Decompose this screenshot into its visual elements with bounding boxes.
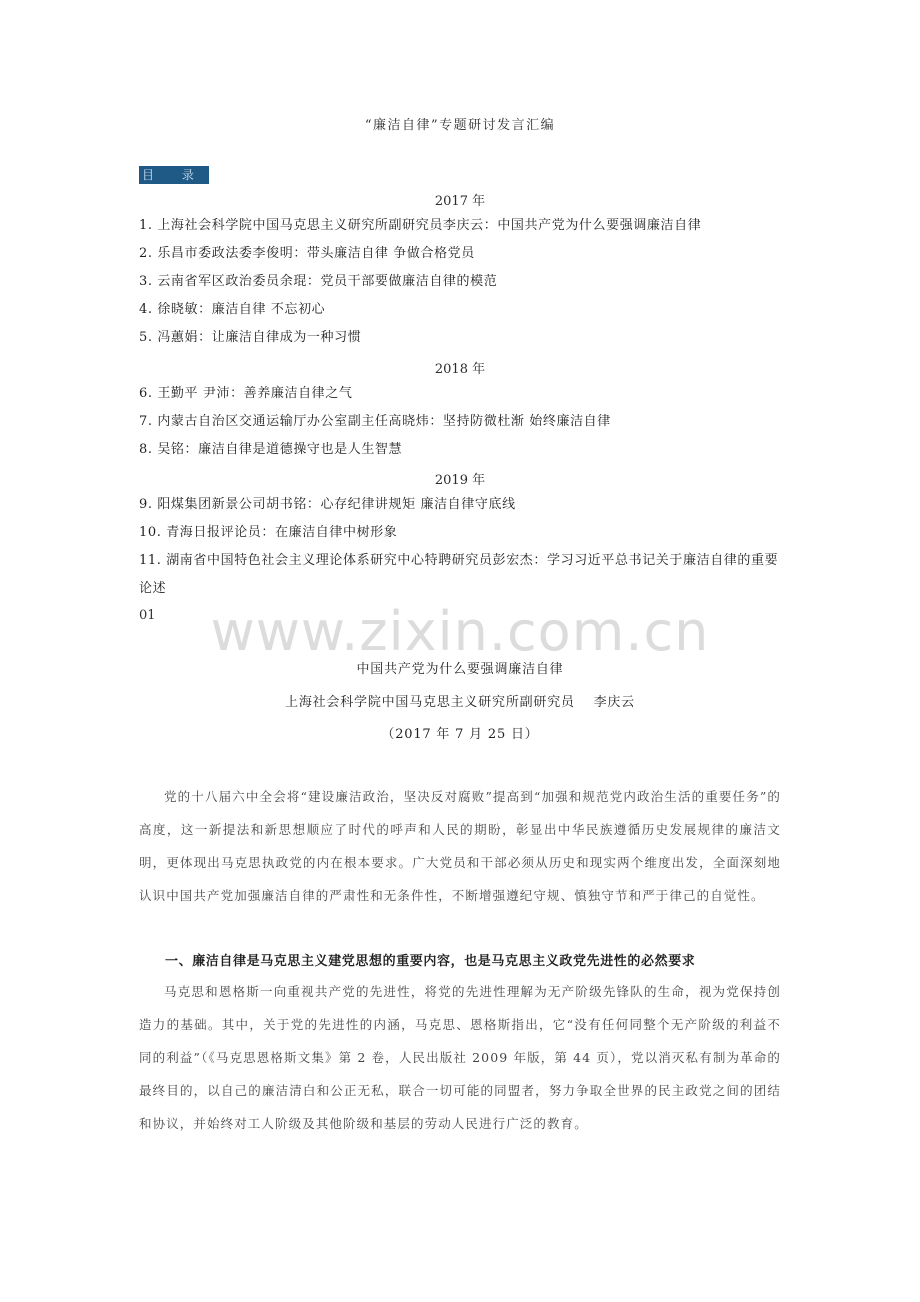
toc-item[interactable]: 9. 阳煤集团新景公司胡书铭：心存纪律讲规矩 廉洁自律守底线	[139, 497, 516, 512]
toc-item[interactable]: 2. 乐昌市委政法委李俊明：带头廉洁自律 争做合格党员	[139, 246, 475, 261]
toc-year-2018: 2018 年	[434, 362, 486, 377]
toc-item[interactable]: 5. 冯蕙娟：让廉洁自律成为一种习惯	[139, 330, 362, 345]
toc-item[interactable]: 8. 吴铭：廉洁自律是道德操守也是人生智慧	[139, 442, 403, 457]
toc-item[interactable]: 4. 徐晓敏：廉洁自律 不忘初心	[139, 302, 326, 317]
article-title: 中国共产党为什么要强调廉洁自律	[356, 662, 564, 677]
toc-heading[interactable]: 目 录	[139, 166, 209, 184]
article-paragraph: 马克思和恩格斯一向重视共产党的先进性，将党的先进性理解为无产阶级先锋队的生命，视为党保持创造力的基础。其中，关于党的先进性的内涵，马克思、恩格斯指出，它“没有任何同整个无产阶级的利益不同的利益”（《马克思恩格斯文集》第 2 卷，人民出版社 2009 年版，第 44 页），党以消灭私有制为革命的最终目的，以自己的廉洁清白和公正无私，联合一切可能的同盟者，努力争取全世界的民主政党之间的团结和协议，并始终对工人阶级及其他阶级和基层的劳动人民进行广泛的教育。	[139, 984, 781, 1131]
section-marker: 01	[139, 608, 156, 623]
toc-item[interactable]: 7. 内蒙古自治区交通运输厅办公室副主任高晓炜：坚持防微杜渐 始终廉洁自律	[139, 414, 611, 429]
toc-item[interactable]: 1. 上海社会科学院中国马克思主义研究所副研究员李庆云：中国共产党为什么要强调廉洁自律	[139, 218, 702, 233]
toc-item[interactable]: 3. 云南省军区政治委员余琨：党员干部要做廉洁自律的模范	[139, 274, 498, 289]
article-paragraph: 党的十八届六中全会将“建设廉洁政治，坚决反对腐败”提高到“加强和规范党内政治生活的重要任务”的高度，这一新提法和新思想顺应了时代的呼声和人民的期盼，彰显出中华民族遵循历史发展规律的廉洁文明，更体现出马克思执政党的内在根本要求。广大党员和干部必须从历史和现实两个维度出发，全面深刻地认识中国共产党加强廉洁自律的严肃性和无条件性，不断增强遵纪守规、慎独守节和严于律己的自觉性。	[139, 789, 781, 903]
article-author: 上海社会科学院中国马克思主义研究所副研究员 李庆云	[285, 695, 635, 710]
toc-item[interactable]: 10. 青海日报评论员：在廉洁自律中树形象	[139, 525, 398, 540]
watermark-logo: www.zixin.com.cn	[210, 600, 710, 663]
document-title: “廉洁自律”专题研讨发言汇编	[364, 118, 556, 133]
article-date: （2017 年 7 月 25 日）	[381, 727, 539, 742]
toc-year-2019: 2019 年	[434, 473, 486, 488]
toc-year-2017: 2017 年	[434, 194, 486, 209]
toc-item[interactable]: 11. 湖南省中国特色社会主义理论体系研究中心特聘研究员彭宏杰：学习习近平总书记关于廉洁自律的重要论述	[139, 553, 779, 596]
toc-item[interactable]: 6. 王勤平 尹沛：善养廉洁自律之气	[139, 386, 353, 401]
section-heading: 一、廉洁自律是马克思主义建党思想的重要内容，也是马克思主义政党先进性的必然要求	[165, 954, 696, 969]
